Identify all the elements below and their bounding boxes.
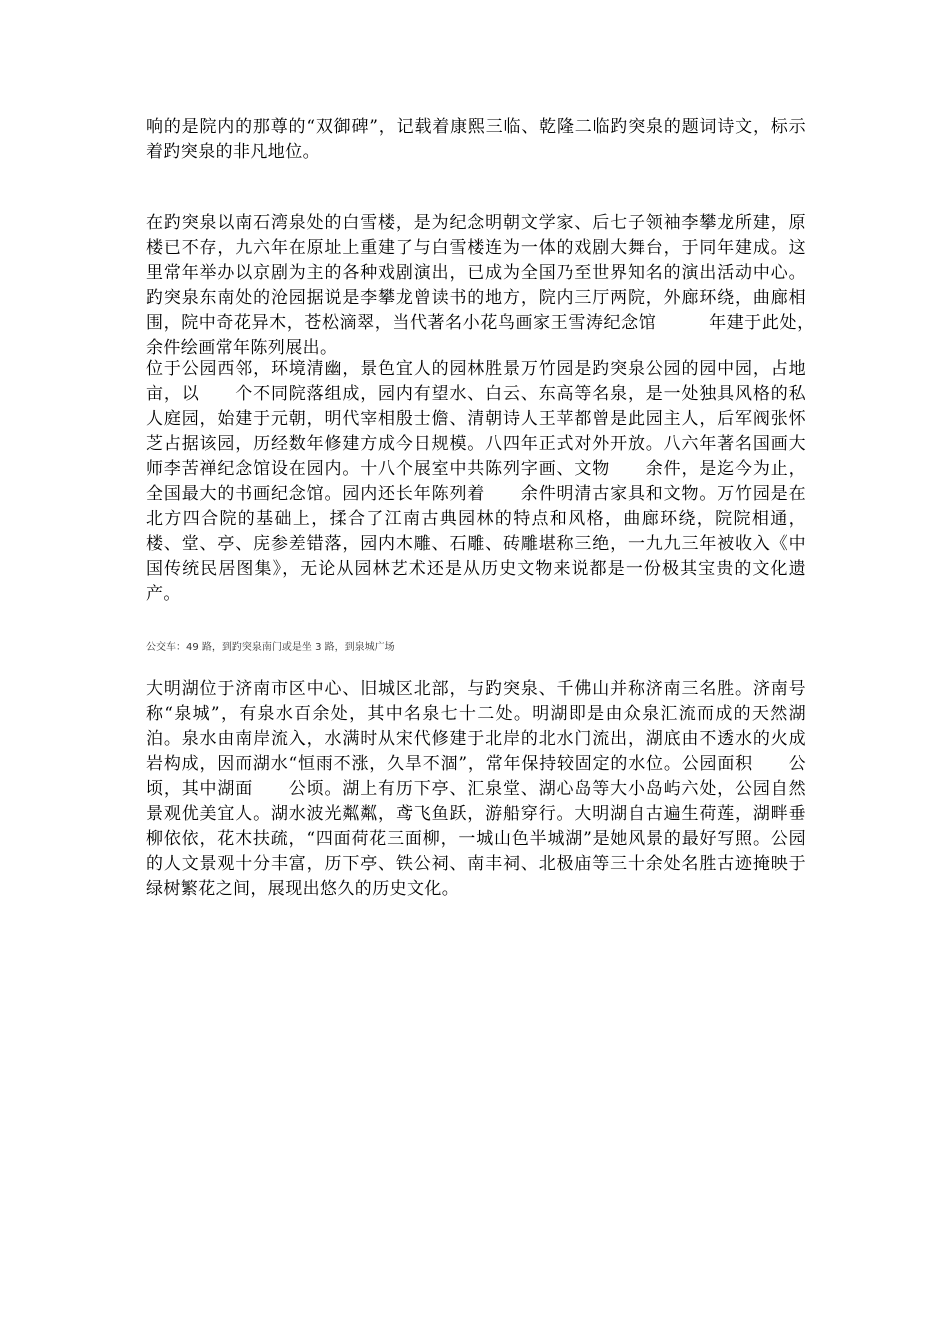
paragraph-baixue-tower: 在趵突泉以南石湾泉处的白雪楼，是为纪念明朝文学家、后七子领袖李攀龙所建，原楼已不存，九六年在原址上重建了与白雪楼连为一体的戏剧大舞台，于同年建成。这里常年举办以京剧为主的各种戏剧演出，已成为全国乃至世界知名的演出活动中心。趵突泉东南处的沧园据说是李攀龙曾读书的地方，院内三厅两院，外廊环绕，曲廊相围，院中奇花异木，苍松滴翠，当代著名小花鸟画家王雪涛纪念馆 年建于此处， 余件绘画常年陈列展出。 [146, 213, 859, 358]
paragraph-double-imperial-stele: 响的是院内的那尊的“双御碑”，记载着康熙三临、乾隆二临趵突泉的题词诗文，标示着趵突泉的非凡地位。 [146, 117, 806, 162]
paragraph-wanzhu-garden: 位于公园西邻，环境清幽，景色宜人的园林胜景万竹园是趵突泉公园的园中园，占地 亩，以 个不同院落组成，园内有望水、白云、东高等名泉，是一处独具风格的私人庭园，始建于元朝，明代宰相殷士儋、清朝诗人王苹都曾是此园主人，后军阀张怀芝占据该园，历经数年修建方成今日规模。八四年正式对外开放。八六年著名国画大师李苦禅纪念馆设在园内。十八个展室中共陈列字画、文物 余件，是迄今为止，全国最大的书画纪念馆。园内还长年陈列着 余件明清古家具和文物。万竹园是在北方四合院的基础上，揉合了江南古典园林的特点和风格，曲廊环绕，院院相通，楼、堂、亭、庑参差错落，园内木雕、石雕、砖雕堪称三绝，一九九三年被收入《中国传统民居图集》，无论从园林艺术还是从历史文物来说都是一份极其宝贵的文化遗产。 [146, 359, 841, 604]
bus-route-note: 公交车：49 路，到趵突泉南门或是坐 3 路，到泉城广场 [146, 642, 395, 653]
paragraph-daming-lake: 大明湖位于济南市区中心、旧城区北部，与趵突泉、千佛山并称济南三名胜。济南号称“泉城”，有泉水百余处，其中名泉七十二处。明湖即是由众泉汇流而成的天然湖泊。泉水由南岸流入，水满时从宋代修建于北岸的北水门流出，湖底由不透水的火成岩构成，因而湖水“恒雨不涨，久旱不涸”，常年保持较固定的水位。公园面积 公顷，其中湖面 公顷。湖上有历下亭、汇泉堂、湖心岛等大小岛屿六处，公园自然景观优美宜人。湖水波光粼粼，鸢飞鱼跃，游船穿行。大明湖自古遍生荷莲，湖畔垂柳依依，花木扶疏，“四面荷花三面柳，一城山色半城湖”是她风景的最好写照。公园的人文景观十分丰富，历下亭、铁公祠、南丰祠、北极庙等三十余处名胜古迹掩映于绿树繁花之间，展现出悠久的历史文化。 [146, 679, 806, 899]
